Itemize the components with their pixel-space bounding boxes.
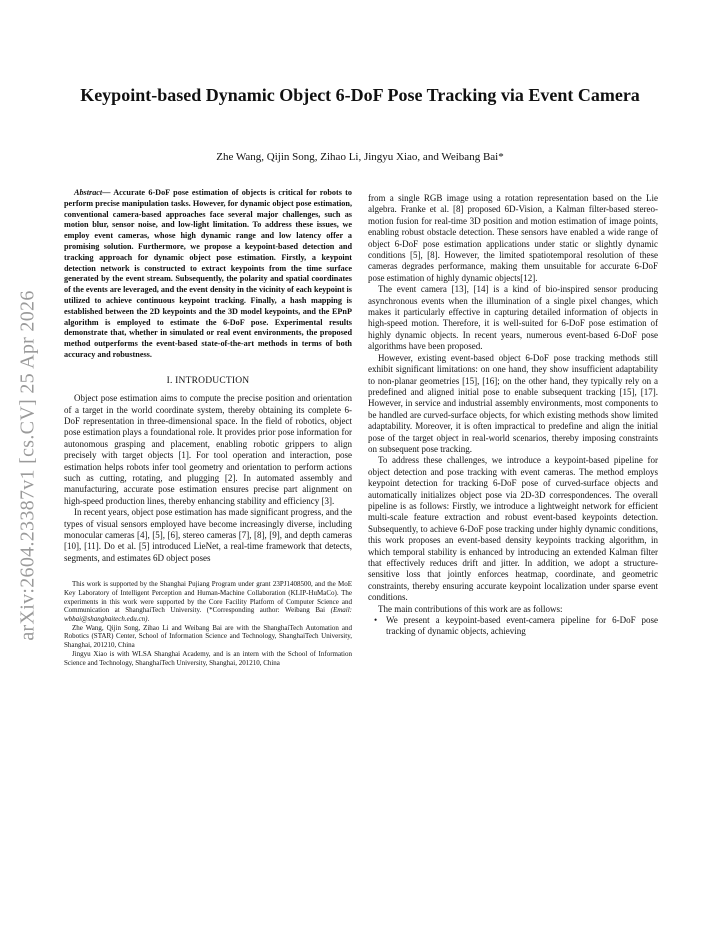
abstract <box>64 188 352 361</box>
right-paragraph-3: However, existing event-based object 6-DoF pose tracking methods still exhibit significant limitations: on one hand, they show insufficient adaptability to non-planar geometries [15], [16]; on the other hand, they typically rely on a predefined and aligned initial pose to enable subsequent tracking [15], [17]. However, in service and industrial assembly environments, most components to be handled are curved-surface objects, for which existing methods show limited adaptability. Moreover, it is often impractical to predefine and align the initial pose of the target object in real-world scenarios, thereby imposing constraints on subsequent pose tracking. <box>368 352 658 454</box>
contributions-list <box>374 615 658 638</box>
right-paragraph-5: The main contributions of this work are as follows: <box>378 603 563 614</box>
footnote-funding-end: . <box>147 615 150 624</box>
abstract-text: — Accurate 6-DoF pose estimation of objects is critical for robots to perform precise manipulation tasks. However, for dynamic object pose estimation, conventional camera-based approaches face several major challenges, such as motion blur, sensor noise, and low-light limitation. To address these issues, we employ event cameras, whose high dynamic range and low latency offer a promising solution. Furthermore, we propose a keypoint-based detection and tracking approach for dynamic object pose estimation. Firstly, a keypoint detection network is constructed to extract keypoints from the time surface generated by the event stream. Subsequently, the polarity and spatial coordinates of the events are leveraged, and the event density in the vicinity of each keypoint is utilized to achieve continuous keypoint tracking. Finally, a hash mapping is established between the 2D keypoints and the 3D model keypoints, and the EPnP algorithm is employed to estimate the 6-DoF pose. Experimental results demonstrate that, whether in simulated or real event environments, the proposed method outperforms the event-based state-of-the-art methods in terms of both accuracy and robustness. <box>64 188 352 359</box>
intro-paragraph-1: Object pose estimation aims to compute the precise position and orientation of a target in the world coordinate system, thereby obtaining its complete 6-DoF representation in three-dimensional space. In the field of robotics, object pose estimation plays a foundational role. It provides prior pose information for autonomous grasping and placement, enabling robotic grippers to align precisely with target objects [1]. For tool operation and interaction, pose estimation helps robots infer tool geometry and orientation to perform actions such as cutting, rotating, and plugging [2]. In automated assembly and manufacturing, accurate pose estimation ensures precise part alignment on high-speed production lines, thereby enhancing stability and efficiency [3]. <box>64 393 352 506</box>
footnote-email: (Email: wbbai@shanghaitech.edu.cn) <box>64 606 352 624</box>
footnote-funding-text: This work is supported by the Shanghai Pujiang Program under grant 23PJ1408500, and the MoE Key Laboratory of Intelligent Perception and Human-Machine Collaboration (KLIP-HuMaCo). The experiments in this work were supported by the Core Facility Platform of Computer Science and Communication at ShanghaiTech University. (*Corresponding author: Weibang Bai <box>64 580 352 615</box>
footnote-affiliation-2: Jingyu Xiao is with WLSA Shanghai Academy, and is an intern with the School of Information Science and Technology, ShanghaiTech University, Shanghai, 201210, China <box>64 649 352 667</box>
footnote-affiliation-1: Zhe Wang, Qijin Song, Zihao Li and Weibang Bai are with the ShanghaiTech Automation and Robotics (STAR) Center, School of Information Science and Technology, ShanghaiTech University, Shanghai, 201210, China <box>64 623 352 650</box>
paper-title: Keypoint-based Dynamic Object 6-DoF Pose Tracking via Event Camera <box>80 85 640 105</box>
right-paragraph-1: from a single RGB image using a rotation representation based on the Lie algebra. Franke et al. [8] proposed 6D-Vision, a Kalman filter-based stereo-motion fusion for real-time 3D position and motion estimation of image points, enabling robust obstacle detection. These sensors have enabled a wide range of object 6-DoF pose estimation applications under static or slightly dynamic conditions [5], [8]. However, the limited spatiotemporal resolution of these cameras degrades performance, making them unsuitable for accurate 6-DoF pose estimation of highly dynamic objects[12]. <box>368 193 658 283</box>
left-column <box>64 188 352 667</box>
right-paragraph-2: The event camera [13], [14] is a kind of bio-inspired sensor producing asynchronous events when the illumination of a single pixel changes, which makes it particularly effective in capturing detailed information of objects in high-speed motion. Therefore, it is well-suited for 6-DoF pose estimation of highly dynamic objects. In recent years, numerous event-based 6-DoF pose algorithms have been proposed. <box>368 284 658 352</box>
footnote-funding <box>64 580 352 624</box>
author-list: Zhe Wang, Qijin Song, Zihao Li, Jingyu Xiao, and Weibang Bai* <box>216 151 504 163</box>
right-paragraph-4: To address these challenges, we introduce a keypoint-based pipeline for object detection and pose tracking with event cameras. The method employs keypoint detection for tracking 6-DoF pose of curved-surface objects and automatically initializes object pose via 2D-3D correspondences. The overall pipeline is as follows: Firstly, we introduce a lightweight network for efficient multi-scale feature extraction and robust event-based keypoints detection. Subsequently, to achieve 6-DoF pose tracking under highly dynamic conditions, this work proposes an event-based density keypoints tracking algorithm, in which temporal stability is enhanced by introducing an extended Kalman filter that effectively reduces drift and jitter. In addition, we adopt a structure-sensitive loss that jointly enforces heatmap, coordinate, and geometric constraints, thereby ensuring accurate keypoint localization under sparse event conditions. <box>368 455 658 603</box>
section-heading-introduction: I. INTRODUCTION <box>166 375 250 386</box>
contribution-item: • We present a keypoint-based event-camera pipeline for 6-DoF pose tracking of dynamic objects, achieving <box>374 615 658 638</box>
abstract-label: Abstract <box>74 188 103 197</box>
arxiv-identifier-stamp <box>8 250 48 680</box>
footnotes <box>64 580 352 667</box>
intro-paragraph-2: In recent years, object pose estimation has made significant progress, and the types of visual sensors employed have become increasingly diverse, including monocular cameras [4], [5], [6], stereo cameras [7], [8], [9], and depth cameras [10], [11]. Do et al. [5] introduced LieNet, a real-time framework that detects, segments, and estimates 6D object poses <box>64 507 352 563</box>
right-column <box>368 193 658 638</box>
arxiv-identifier-text: arXiv:2604.23387v1 [cs.CV] 25 Apr 2026 <box>16 289 39 641</box>
